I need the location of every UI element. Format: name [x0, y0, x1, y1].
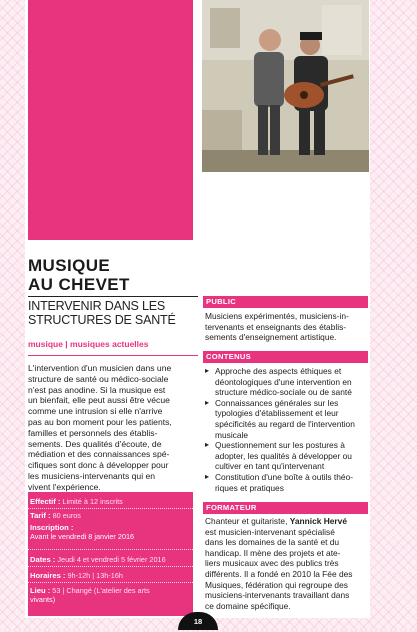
- contenus-item-line: spécificités au regard de l'intervention: [215, 418, 355, 429]
- formateur-line: [205, 516, 365, 527]
- formateur-line: Musiques, fédération qui regroupe des: [205, 579, 348, 590]
- tarif-label: Tarif :: [30, 511, 51, 520]
- tarif-row: [30, 511, 190, 520]
- inscription-label: Inscription :: [30, 523, 74, 532]
- formateur-text: [205, 516, 365, 611]
- contenus-item-line: typologies d'établissement et leur: [215, 408, 339, 419]
- header-color-block: [28, 0, 193, 240]
- formateur-line: dans les domaines de la santé et du: [205, 537, 340, 548]
- page-subtitle: [28, 296, 198, 327]
- contenus-item-line: musicale: [215, 429, 249, 440]
- musicians-photo: [202, 0, 369, 172]
- lieu-value-line-1: 53 | Changé (L'atelier des arts: [52, 586, 150, 595]
- intro-line: familles et personnels des établis-: [28, 427, 158, 438]
- formateur-name: Yannick Hervé: [289, 516, 347, 526]
- intro-line: structure de santé ou médico-sociale: [28, 373, 169, 384]
- contenus-item-line: cultiver en tant qu'intervenant: [215, 461, 325, 472]
- contenus-item-line: ▸ Connaissances générales sur les: [215, 397, 339, 408]
- info-divider: [28, 566, 193, 567]
- dates-label: Dates :: [30, 555, 56, 564]
- intro-line: L'intervention d'un musicien dans une: [28, 363, 172, 373]
- tarif-value: 80 euros: [52, 511, 81, 520]
- intro-line: un bienfait, elle peut aussi être vécue: [28, 395, 170, 406]
- public-text: [205, 311, 365, 343]
- contenus-item-line: riques et pratiques: [215, 482, 284, 493]
- formateur-line: est musicien-intervenant spécialisé: [205, 526, 335, 537]
- contenus-item-line: ▸ Questionnement sur les postures à: [215, 440, 345, 451]
- lieu-value-line-2: vivants): [30, 595, 56, 604]
- dates-row: [30, 555, 190, 564]
- horaires-value: 9h-12h | 13h-16h: [67, 571, 123, 580]
- subtitle-line-2: STRUCTURES DE SANTÉ: [28, 313, 176, 327]
- contenus-list: [205, 366, 367, 493]
- contenus-heading: CONTENUS: [203, 351, 368, 363]
- lieu-row: [30, 586, 190, 604]
- horaires-label: Horaires :: [30, 571, 66, 580]
- contenus-item: [205, 440, 367, 472]
- subtitle-line-1: INTERVENIR DANS LES: [28, 299, 165, 313]
- intro-line: médiation et des connaissances spé-: [28, 449, 170, 460]
- lieu-label: Lieu :: [30, 586, 51, 595]
- public-line: Musiciens expérimentés, musiciens-in-: [205, 311, 349, 321]
- info-divider: [28, 582, 193, 583]
- formateur-line: liers musicaux avec des publics très: [205, 558, 339, 569]
- formateur-line: différents. Il a fondé en 2010 la Fée des: [205, 568, 353, 579]
- contenus-item: [205, 472, 367, 493]
- intro-paragraph: [28, 363, 188, 493]
- public-heading: PUBLIC: [203, 296, 368, 308]
- formateur-intro: Chanteur et guitariste,: [205, 516, 290, 526]
- dates-value: Jeudi 4 et vendredi 5 février 2016: [57, 555, 166, 564]
- page-number: 18: [178, 612, 218, 630]
- contenus-item: [205, 366, 367, 398]
- contenus-item-line: adopter, les qualités à développer ou: [215, 450, 352, 461]
- public-line: tervenants et enseignants des établis-: [205, 321, 347, 332]
- contenus-item-line: déontologiques d'une intervention en: [215, 376, 352, 387]
- page-title: [28, 256, 198, 294]
- contenus-item: [205, 398, 367, 440]
- intro-line: les musiciens-intervenants qui en: [28, 470, 156, 481]
- contenus-item-line: structure médico-sociale ou de santé: [215, 387, 352, 398]
- formateur-line: ce domaine spécifique.: [205, 600, 291, 611]
- inscription-value: Avant le vendredi 8 janvier 2016: [30, 532, 135, 541]
- horaires-row: [30, 571, 190, 580]
- public-line: sements d'enseignement artistique.: [205, 332, 337, 343]
- intro-line: sements. Des qualités d'écoute, de: [28, 438, 162, 449]
- intro-line: n'est pas anodine. Si la musique est: [28, 384, 166, 395]
- title-line-1: MUSIQUE: [28, 256, 111, 275]
- formateur-line: handicap. Il mène des projets et ate-: [205, 547, 341, 558]
- formateur-heading: FORMATEUR: [203, 502, 368, 514]
- photo-illustration: [202, 0, 369, 172]
- effectif-label: Effectif :: [30, 497, 61, 506]
- contenus-item-line: ▸ Approche des aspects éthiques et: [215, 366, 342, 376]
- intro-line: vivent l'expérience.: [28, 481, 101, 492]
- effectif-row: [30, 497, 190, 506]
- contenus-item-line: ▸ Constitution d'une boîte à outils théo-: [215, 471, 354, 482]
- title-line-2: AU CHEVET: [28, 275, 130, 294]
- inscription-row: [30, 523, 190, 541]
- intro-line: comme une intrusion si elle n'arrive: [28, 406, 163, 417]
- category-tags: musique | musiques actuelles: [28, 339, 198, 356]
- intro-line: cifiques sont donc à développer pour: [28, 460, 169, 471]
- info-divider: [28, 549, 193, 550]
- formateur-line: musiciens-intervenants travaillant dans: [205, 590, 350, 601]
- intro-line: pas au bon moment pour les patients,: [28, 416, 172, 427]
- effectif-value: Limité à 12 inscrits: [62, 497, 123, 506]
- info-divider: [28, 508, 193, 509]
